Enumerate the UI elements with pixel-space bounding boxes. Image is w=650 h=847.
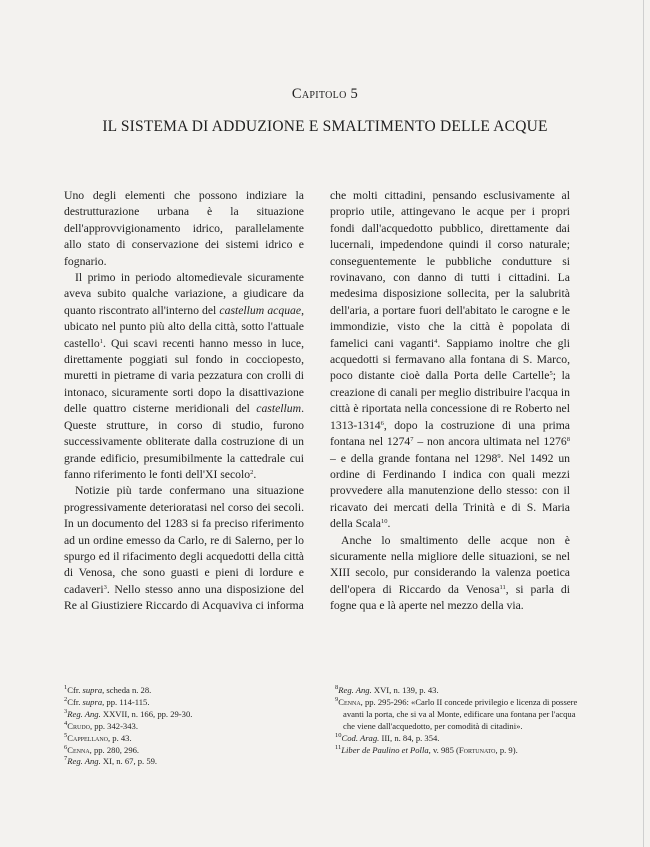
- footnote-ref: 2: [64, 695, 68, 703]
- footnote: [64, 733, 314, 745]
- footnote: [335, 685, 585, 697]
- footnote-ref: 4: [434, 337, 438, 345]
- text-run: Crudo: [67, 720, 90, 731]
- text-run: . Sappiamo inoltre che gli acquedotti si fermavano alla fontana di S. Marco, poco distante cioè dalla Porta delle Cartelle: [330, 336, 570, 383]
- text-run: , dopo la costruzione di una prima fontana nel 1274: [330, 418, 570, 449]
- footnote: [64, 756, 314, 768]
- text-run: . Nello stesso anno una disposizione del Re al Giustiziere Riccardo di Acquaviva ci informa: [64, 582, 304, 613]
- footnote-ref: 8: [566, 436, 570, 444]
- body-column-right: [330, 188, 570, 615]
- italic-text: Cod. Arag.: [341, 732, 380, 743]
- text-run: . Nel 1492 un ordine di Ferdinando I indica con quali mezzi provvedere alla manutenzione dello stesso: con il ricavato dei mercati della Trinità e di S. Maria della Scala: [330, 451, 570, 531]
- footnotes-column-left: [64, 685, 314, 768]
- footnote-ref: 1: [99, 337, 103, 345]
- text-run: Notizie più tarde confermano una situazione progressivamente deterioratasi nel corso dei secoli. In un documento del 1283 si fa preciso riferimento ad un ordine emesso da Carlo, re di Salerno, per lo spurgo ed il rifacimento degli acquedotti della città di Venosa, che sono guasti e pieni di lordure e cadaveri: [64, 484, 304, 596]
- text-run: , v. 985 (: [428, 744, 459, 755]
- text-run: Cenna: [338, 696, 361, 707]
- footnote-ref: 3: [103, 583, 107, 591]
- footnote-ref: 7: [410, 436, 414, 444]
- footnote-ref: 6: [380, 419, 384, 427]
- text-run: . Qui scavi recenti hanno messo in luce, direttamente poggiati sul fondo in cocciopesto, muretti in pietrame di varia pezzatura con crolli di intonaco, sicuramente sorti dopo la disattivazione delle quattro cisterne meridionali del: [64, 336, 304, 416]
- footnote: [335, 697, 585, 733]
- footnote-ref: 2: [250, 468, 254, 476]
- footnote-ref: 8: [335, 684, 339, 691]
- footnote: [64, 745, 314, 757]
- footnote: [64, 721, 314, 733]
- chapter-title: IL SISTEMA DI ADDUZIONE E SMALTIMENTO DELLE ACQUE: [102, 118, 548, 135]
- text-run: Cfr.: [67, 685, 83, 695]
- paragraph: [64, 483, 304, 614]
- footnote-ref: 9: [335, 695, 339, 703]
- footnote-ref: 6: [64, 743, 68, 751]
- text-run: Fortunato: [458, 744, 496, 755]
- footnote-ref: 1: [64, 684, 68, 691]
- footnote-ref: 9: [497, 452, 501, 460]
- paragraph: [64, 270, 304, 483]
- paragraph: [330, 533, 570, 615]
- italic-text: castellum: [256, 402, 302, 416]
- paragraph: [330, 188, 570, 533]
- footnote: [335, 733, 585, 745]
- text-run: .: [253, 467, 257, 481]
- chapter-label: Capitolo 5: [291, 86, 359, 102]
- text-run: , pp. 342-343.: [89, 720, 138, 731]
- text-run: , si parla di fogne qua e là aperte nel mezzo della via.: [330, 582, 571, 613]
- text-run: , pp. 114-115.: [102, 696, 150, 707]
- text-run: , pp. 280, 296.: [89, 744, 140, 755]
- text-run: Cenna: [67, 744, 90, 755]
- text-run: .: [387, 517, 391, 531]
- text-run: III, n. 84, p. 354.: [379, 732, 440, 743]
- footnote-ref: 10: [380, 518, 388, 526]
- italic-text: Reg. Ang.: [67, 708, 101, 719]
- footnote-ref: 7: [64, 755, 68, 763]
- footnote-ref: 3: [64, 707, 68, 715]
- footnote-ref: 5: [549, 370, 553, 378]
- footnotes-column-right: [335, 685, 585, 756]
- text-run: , p. 43.: [107, 732, 132, 743]
- footnote-ref: 4: [64, 719, 68, 727]
- text-run: Anche lo smaltimento delle acque non è sicuramente nella migliore delle situazioni, se nel XIII secolo, pur considerando la valenza poetica dell'opera di Riccardo da Venosa: [330, 533, 570, 596]
- text-run: XI, n. 67, p. 59.: [100, 756, 158, 767]
- italic-text: supra: [82, 685, 103, 695]
- text-run: , p. 9).: [495, 744, 518, 755]
- text-run: , ubicato nel punto più alto della città, sotto l'attuale castello: [64, 303, 304, 350]
- body-column-left: [64, 188, 304, 615]
- text-run: XXVII, n. 166, pp. 29-30.: [100, 708, 193, 719]
- text-run: . Queste strutture, in corso di studio, furono successivamente obliterate dalla costruzione di un grande edificio, presumibilmente la cattedrale cui fanno riferimento le fonti dell'XI secolo: [64, 402, 304, 481]
- footnote-ref: 5: [64, 731, 68, 739]
- text-run: – non ancora ultimata nel 1276: [413, 435, 567, 449]
- italic-text: Reg. Ang.: [67, 756, 101, 767]
- text-run: , pp. 295-296: «Carlo II concede privilegio e licenza di possere avanti la porta, che si va al Monte, edificare una fontana per l'acqua che viene dall'acquedotto, per comodità di citadini».: [343, 696, 578, 731]
- footnote: [64, 685, 314, 697]
- italic-text: castellum acquae: [219, 303, 302, 317]
- footnote-ref: 10: [335, 731, 342, 739]
- text-run: che molti cittadini, pensando esclusivamente al proprio utile, attingevano le acque per i propri fondi dall'acquedotto pubblico, direttamente dai lucernali, impedendone quindi il corso naturale; conseguentemente le pubbliche condutture si rovinavano, con danno di tutti i cittadini. La medesima disposizione sollecita, per la salubrità dell'aria, a portare fuori dell'abitato le carogne e le immondizie, visto che la città è popolata di famelici cani vaganti: [330, 189, 570, 350]
- text-run: – e della grande fontana nel 1298: [330, 451, 498, 465]
- footnote: [64, 709, 314, 721]
- text-run: ; la creazione di canali per meglio distribuire l'acqua in città è riportata nella concessione di re Roberto nel 1313-1314: [330, 369, 571, 432]
- paragraph: [64, 188, 304, 270]
- footnote: [335, 745, 585, 757]
- footnote-ref: 11: [499, 583, 506, 591]
- text-run: Il primo in periodo altomedievale sicuramente aveva subito qualche variazione, a giudicare da quanto riscontrato all'interno del: [64, 271, 304, 317]
- italic-text: Reg. Ang.: [338, 685, 372, 695]
- text-run: Cfr.: [67, 696, 83, 707]
- text-run: Cappellano: [67, 732, 108, 743]
- italic-text: supra: [82, 696, 103, 707]
- text-run: XVI, n. 139, p. 43.: [371, 685, 439, 695]
- footnote: [64, 697, 314, 709]
- text-run: , scheda n. 28.: [102, 685, 152, 695]
- footnote-ref: 11: [335, 743, 342, 751]
- text-run: Uno degli elementi che possono indiziare la destrutturazione urbana è la situazione dell'approvvigionamento idrico, parallelamente allo stato di conservazione dei sistemi idrico e fognario.: [64, 189, 304, 268]
- italic-text: Liber de Paulino et Polla: [341, 744, 429, 755]
